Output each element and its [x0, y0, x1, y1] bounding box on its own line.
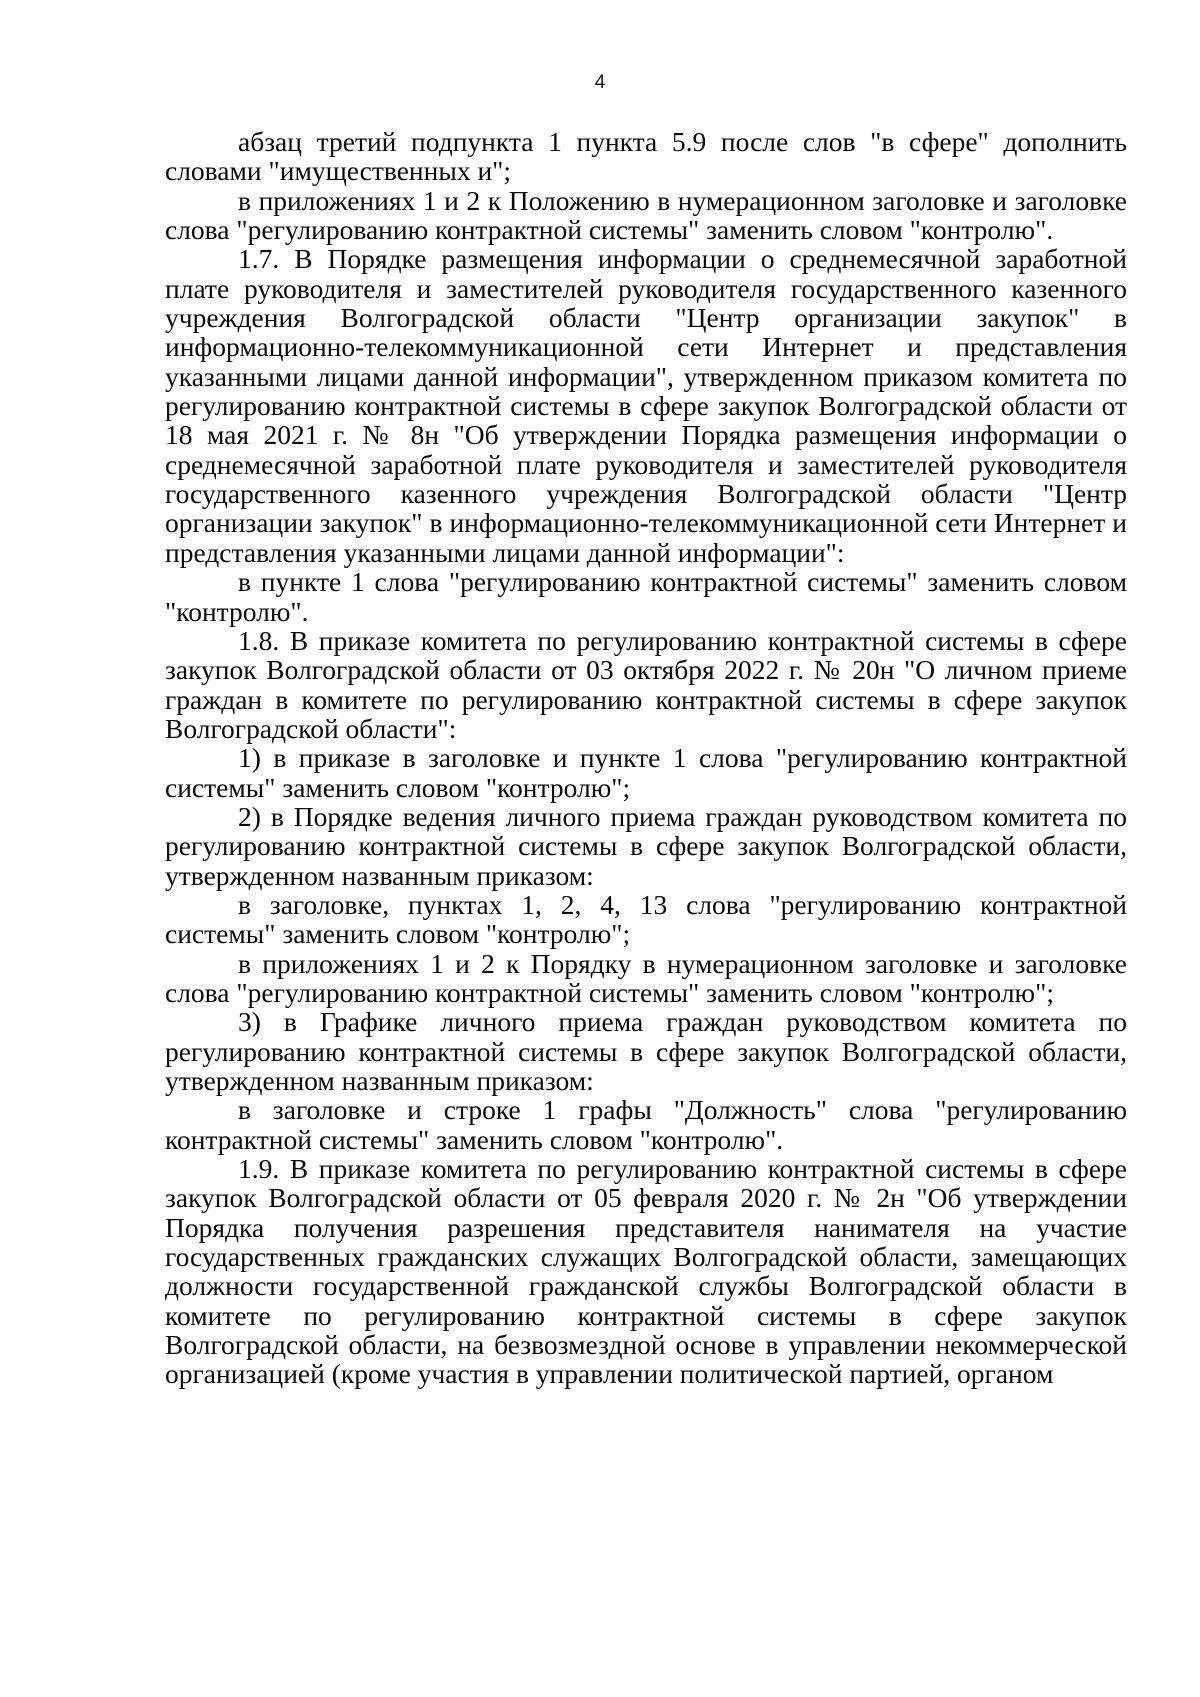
- document-body: [165, 127, 1127, 1389]
- paragraph-section-1-7: 1.7. В Порядке размещения информации о среднемесячной заработной плате руководителя и заместителей руководителя государственного казенного учреждения Волгоградской области "Центр организации закупок" в информационно-телекоммуникационной сети Интернет и представления указанными лицами данной информации", утвержденном приказом комитета по регулированию контрактной системы в сфере закупок Волгоградской области от 18 мая 2021 г. № 8н "Об утверждении Порядка размещения информации о среднемесячной заработной плате руководителя и заместителей руководителя государственного казенного учреждения Волгоградской области "Центр организации закупок" в информационно-телекоммуникационной сети Интернет и представления указанными лицами данной информации":: [165, 243, 1127, 568]
- paragraph-item-2: в приложениях 1 и 2 к Положению в нумерационном заголовке и заголовке слова "регулированию контрактной системы" заменить словом "контролю".: [165, 184, 1127, 246]
- paragraph-section-1-9: 1.9. В приказе комитета по регулированию контрактной системы в сфере закупок Волгоградской области от 05 февраля 2020 г. № 2н "Об утверждении Порядка получения разрешения представителя нанимателя на участие государственных гражданских служащих Волгоградской области, замещающих должности государственной гражданской службы Волгоградской области в комитете по регулированию контрактной системы в сфере закупок Волгоградской области, на безвозмездной основе в управлении некоммерческой организацией (кроме участия в управлении политической партией, органом: [165, 1153, 1127, 1390]
- paragraph-subitem-2: 2) в Порядке ведения личного приема граждан руководством комитета по регулированию контрактной системы в сфере закупок Волгоградской области, утвержденном названным приказом:: [165, 800, 1127, 891]
- paragraph-section-1-8: 1.8. В приказе комитета по регулированию контрактной системы в сфере закупок Волгоградской области от 03 октября 2022 г. № 20н "О личном приеме граждан в комитете по регулированию контрактной системы в сфере закупок Волгоградской области":: [165, 624, 1127, 744]
- paragraph-appendices: в приложениях 1 и 2 к Порядку в нумерационном заголовке и заголовке слова "регулированию контрактной системы" заменить словом "контролю";: [165, 947, 1127, 1008]
- paragraph-subitem-1: 1) в приказе в заголовке и пункте 1 слова "регулированию контрактной системы" заменить словом "контролю";: [165, 742, 1127, 803]
- paragraph-subitem-3: 3) в Графике личного приема граждан руководством комитета по регулированию контрактной системы в сфере закупок Волгоградской области, утвержденном названным приказом:: [165, 1006, 1127, 1096]
- paragraph-header-points: в заголовке, пунктах 1, 2, 4, 13 слова "регулированию контрактной системы" заменить словом "контролю";: [165, 888, 1127, 950]
- page-number: 4: [594, 72, 606, 93]
- paragraph-position-column: в заголовке и строке 1 графы "Должность" слова "регулированию контрактной системы" заменить словом "контролю".: [165, 1094, 1127, 1155]
- paragraph-item-point-1: в пункте 1 слова "регулированию контрактной системы" заменить словом "контролю".: [165, 566, 1127, 627]
- paragraph-item-1: абзац третий подпункта 1 пункта 5.9 после слов "в сфере" дополнить словами "имущественных и";: [165, 126, 1127, 187]
